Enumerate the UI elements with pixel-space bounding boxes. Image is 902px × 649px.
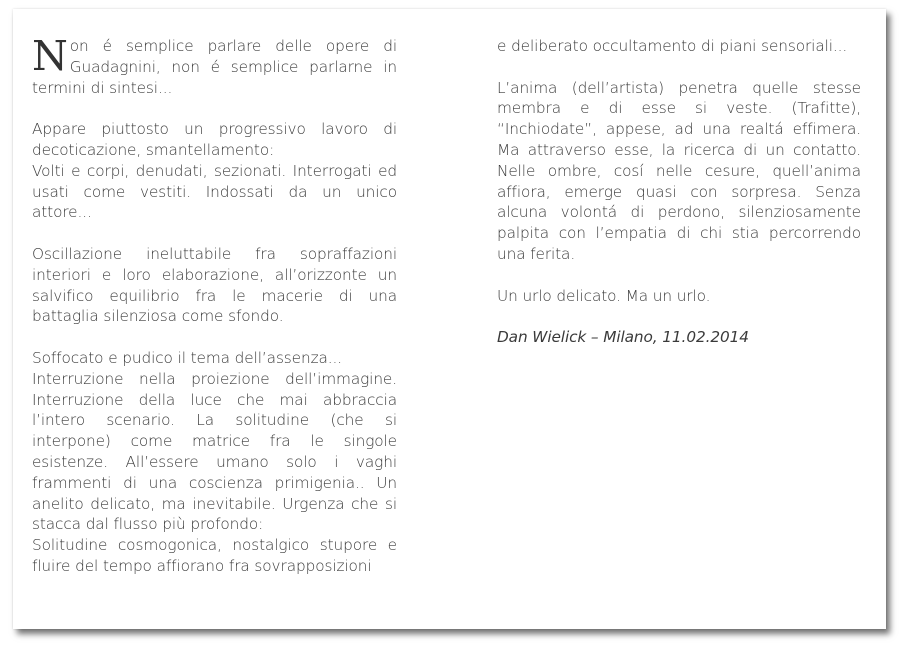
drop-cap: N xyxy=(32,32,68,80)
paragraph-urlo: Un urlo delicato. Ma un urlo. xyxy=(497,286,711,305)
paragraph-intro xyxy=(32,32,397,98)
paragraph-occultamento: e deliberato occultamento di piani sensoriali... xyxy=(497,37,848,55)
paragraph-anima: L’anima (dell’artista) penetra quelle stesse membra e di esse si veste. (Trafitte), “Inchiodate”, appese, ad una realtá effimera. Ma attraverso esse, la ricerca di un contatto. Nelle ombre, cosí nelle cesure, quell’anima affiora, emerge quasi con sorpresa. Senza alcuna volontá di perdono, silenziosamente palpita con l’empatia di chi stia percorrendo una ferita. xyxy=(497,78,861,263)
right-column xyxy=(497,36,861,369)
left-column xyxy=(32,32,397,577)
document-page xyxy=(13,9,886,629)
intro-text: on é semplice parlare delle opere di Guadagnini, non é semplice parlarne in termini di sintesi... xyxy=(32,37,397,97)
paragraph-oscillazione: Oscillazione ineluttabile fra sopraffazioni interiori e loro elaborazione, all’orizzonte un salvifico equilibrio fra le macerie di una battaglia silenziosa come sfondo. xyxy=(32,244,397,326)
paragraph-decoticazione: Appare piuttosto un progressivo lavoro di decoticazione, smantellamento: xyxy=(32,120,397,159)
paragraph-interruzione: Interruzione nella proiezione dell’immagine. Interruzione della luce che mai abbraccia l’intero scenario. La solitudine (che si interpone) come matrice fra le singole esistenze. All’essere umano solo i vaghi frammenti di una coscienza primigenia.. Un anelito delicato, ma inevitabile. Urgenza che si stacca dal flusso più profondo: xyxy=(32,369,397,534)
signature: Dan Wielick – Milano, 11.02.2014 xyxy=(497,328,749,347)
paragraph-assenza: Soffocato e pudico il tema dell’assenza... xyxy=(32,348,343,367)
paragraph-solitudine: Solitudine cosmogonica, nostalgico stupore e fluire del tempo affiorano fra sovrapposizioni xyxy=(32,536,397,575)
paragraph-volti: Volti e corpi, denudati, sezionati. Interrogati ed usati come vestiti. Indossati da un unico attore... xyxy=(32,161,397,222)
